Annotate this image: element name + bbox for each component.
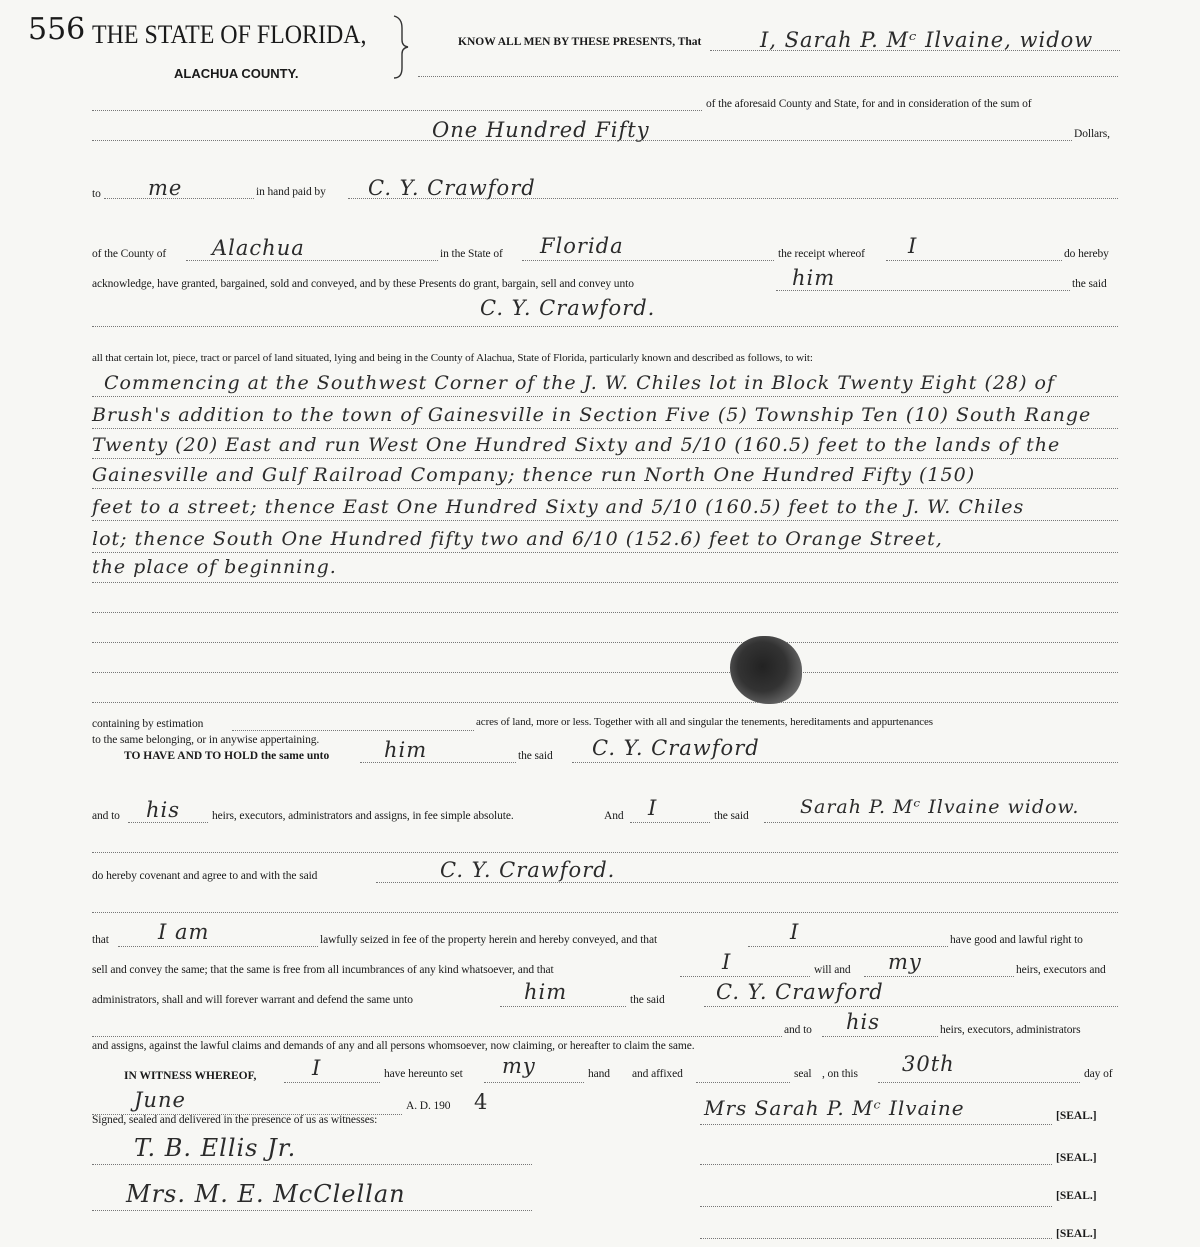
blank-line [92, 642, 1118, 643]
blank-line [186, 260, 438, 261]
blank-line [284, 1082, 380, 1083]
acres-label: acres of land, more or less. Together with all and singular the tenements, hereditaments and appurtenances [476, 716, 933, 728]
covenant-label: do hereby covenant and agree to and with the said [92, 870, 318, 882]
sell-value: I [722, 950, 732, 974]
blank-line [700, 1238, 1052, 1239]
that-value: I am [158, 920, 210, 944]
blank-line [764, 822, 1118, 823]
blank-line [704, 1006, 1118, 1007]
adm-said-label: the said [630, 994, 665, 1006]
witness-signature: Mrs. M. E. McClellan [126, 1180, 406, 1208]
will-and-label: will and [814, 964, 851, 976]
description-line: feet to a street; thence East One Hundred Sixty and 5/10 (160.5) feet to the J. W. Chiles [92, 496, 1025, 518]
blank-line [878, 1082, 1080, 1083]
blank-line [376, 882, 1118, 883]
blank-line [232, 730, 474, 731]
heirs-exec-label: heirs, executors and [1016, 964, 1106, 976]
blank-line [92, 702, 1118, 703]
sell-label: sell and convey the same; that the same is free from all incumbrances of any kind whatsoever, and that [92, 964, 554, 976]
heirs-exec-label-2: heirs, executors, administrators [940, 1024, 1081, 1036]
to-have-said-label: the said [518, 750, 553, 762]
administrators-label: administrators, shall and will forever warrant and defend the same unto [92, 994, 413, 1006]
seal-mark: [SEAL.] [1056, 1152, 1097, 1164]
consideration-amount: One Hundred Fifty [432, 118, 650, 142]
page-number: 556 [28, 12, 86, 47]
to-label: to [92, 188, 101, 200]
unto-grantee: him [792, 266, 836, 290]
in-state-label: in the State of [440, 248, 503, 260]
will-value: my [888, 950, 922, 974]
blank-line [92, 582, 1118, 583]
right-label: have good and lawful right to [950, 934, 1083, 946]
blank-line [92, 140, 1072, 141]
day-of-label: day of [1084, 1068, 1113, 1080]
month-value: June [134, 1088, 186, 1112]
to-recipient: me [148, 176, 183, 200]
blank-line [92, 428, 1118, 429]
and-said-label: the said [714, 810, 749, 822]
containing-label: containing by estimation [92, 718, 204, 730]
blank-line [572, 762, 1118, 763]
heirs-label: heirs, executors, administrators and assigns, in fee simple absolute. [212, 810, 514, 822]
assigns-label: and assigns, against the lawful claims and demands of any and all persons whomsoever, now claiming, or hereafter to claim the same. [92, 1040, 695, 1052]
hereunto-value: my [502, 1054, 536, 1078]
anno-domini-label: A. D. 190 [406, 1100, 451, 1112]
and-to-value-2: his [846, 1010, 881, 1034]
paid-by-label: in hand paid by [256, 186, 326, 198]
and-to-value: his [146, 798, 181, 822]
blank-line [886, 260, 1062, 261]
blank-line [822, 1036, 938, 1037]
blank-line [710, 50, 1120, 51]
blank-line [128, 822, 208, 823]
description-line: Twenty (20) East and run West One Hundred Sixty and 5/10 (160.5) feet to the lands of the [92, 434, 1061, 456]
blank-line [680, 976, 810, 977]
and-value: I [648, 796, 658, 820]
and-to-label-2: and to [784, 1024, 812, 1036]
blank-line [92, 488, 1118, 489]
year-value: 4 [474, 1090, 489, 1114]
receipt-grantor: I [908, 234, 918, 258]
description-intro: all that certain lot, piece, tract or parcel of land situated, lying and being in the County of Alachua, State of Florida, particularly known and described as follows, to wit: [92, 352, 813, 364]
seized-label: lawfully seized in fee of the property herein and hereby conveyed, and that [320, 934, 658, 946]
blank-line [92, 1164, 532, 1165]
blank-line [696, 1082, 790, 1083]
blank-line [864, 976, 1014, 977]
blank-line [418, 76, 1118, 77]
acknowledge-text: acknowledge, have granted, bargained, sold and conveyed, and by these Presents do grant, bargain, sell and convey unto [92, 278, 634, 290]
and-to-label: and to [92, 810, 120, 822]
witness-grantor: I [312, 1056, 322, 1080]
blank-line [92, 852, 1118, 853]
dollars-label: Dollars, [1074, 128, 1110, 140]
blank-line [92, 1210, 532, 1211]
affixed-label: and affixed [632, 1068, 683, 1080]
seized-value: I [790, 920, 800, 944]
blank-line [348, 198, 1118, 199]
to-have-grantee-name: C. Y. Crawford [592, 736, 760, 760]
hereunto-label: have hereunto set [384, 1068, 463, 1080]
state-heading: THE STATE OF FLORIDA, [92, 20, 367, 49]
in-witness-label: IN WITNESS WHEREOF, [124, 1070, 257, 1082]
seal-mark: [SEAL.] [1056, 1110, 1097, 1122]
consideration-label: of the aforesaid County and State, for and in consideration of the sum of [706, 98, 1032, 110]
adm-grantee: C. Y. Crawford [716, 980, 884, 1004]
blank-line [630, 822, 710, 823]
blank-line [118, 946, 318, 947]
seal-label: seal [794, 1068, 812, 1080]
blank-line [92, 458, 1118, 459]
blank-line [700, 1124, 1052, 1125]
and-label: And [604, 810, 624, 822]
county-heading: ALACHUA COUNTY. [174, 66, 299, 81]
ink-blot [730, 636, 802, 704]
to-have-label: TO HAVE AND TO HOLD the same unto [124, 750, 330, 762]
hand-label: hand [588, 1068, 610, 1080]
county-value: Alachua [212, 236, 305, 260]
receipt-label: the receipt whereof [778, 248, 865, 260]
blank-line [92, 912, 1118, 913]
payer-name: C. Y. Crawford [368, 176, 536, 200]
grantor-signature: Mrs Sarah P. Mᶜ Ilvaine [704, 1096, 965, 1120]
description-line: lot; thence South One Hundred fifty two and 6/10 (152.6) feet to Orange Street, [92, 528, 943, 550]
county-of-label: of the County of [92, 248, 167, 260]
blank-line [104, 198, 254, 199]
the-said-label: the said [1072, 278, 1107, 290]
description-line: Gainesville and Gulf Railroad Company; thence run North One Hundred Fifty (150) [92, 464, 976, 486]
blank-line [92, 612, 1118, 613]
to-have-grantee: him [384, 738, 428, 762]
blank-line [484, 1082, 584, 1083]
description-line: Commencing at the Southwest Corner of the J. W. Chiles lot in Block Twenty Eight (28) of [104, 372, 1055, 394]
signed-label: Signed, sealed and delivered in the presence of us as witnesses: [92, 1114, 378, 1126]
and-grantor-name: Sarah P. Mᶜ Ilvaine widow. [800, 796, 1080, 818]
grantor-name: I, Sarah P. Mᶜ Ilvaine, widow [760, 28, 1094, 52]
adm-value: him [524, 980, 568, 1004]
blank-line [92, 110, 702, 111]
bracket-mark [392, 14, 410, 80]
grantee-name: C. Y. Crawford. [480, 296, 656, 320]
blank-line [92, 520, 1118, 521]
seal-mark: [SEAL.] [1056, 1190, 1097, 1202]
blank-line [522, 260, 774, 261]
blank-line [92, 1036, 782, 1037]
belonging-label: to the same belonging, or in anywise appertaining. [92, 734, 320, 746]
on-this-label: , on this [822, 1068, 858, 1080]
covenant-grantee: C. Y. Crawford. [440, 858, 616, 882]
blank-line [700, 1164, 1052, 1165]
day-value: 30th [902, 1052, 955, 1076]
description-line: Brush's addition to the town of Gainesville in Section Five (5) Township Ten (10) South Range [92, 404, 1092, 426]
blank-line [92, 552, 1118, 553]
do-hereby-label: do hereby [1064, 248, 1109, 260]
description-line: the place of beginning. [92, 556, 337, 578]
blank-line [92, 672, 1118, 673]
witness-signature: T. B. Ellis Jr. [134, 1134, 297, 1162]
blank-line [360, 762, 516, 763]
blank-line [700, 1206, 1052, 1207]
state-value: Florida [540, 234, 624, 258]
seal-mark: [SEAL.] [1056, 1228, 1097, 1240]
blank-line [748, 946, 948, 947]
that-label: that [92, 934, 109, 946]
blank-line [500, 1006, 626, 1007]
know-all-men-label: KNOW ALL MEN BY THESE PRESENTS, That [458, 36, 702, 48]
blank-line [92, 396, 1118, 397]
blank-line [92, 326, 1118, 327]
blank-line [776, 290, 1070, 291]
